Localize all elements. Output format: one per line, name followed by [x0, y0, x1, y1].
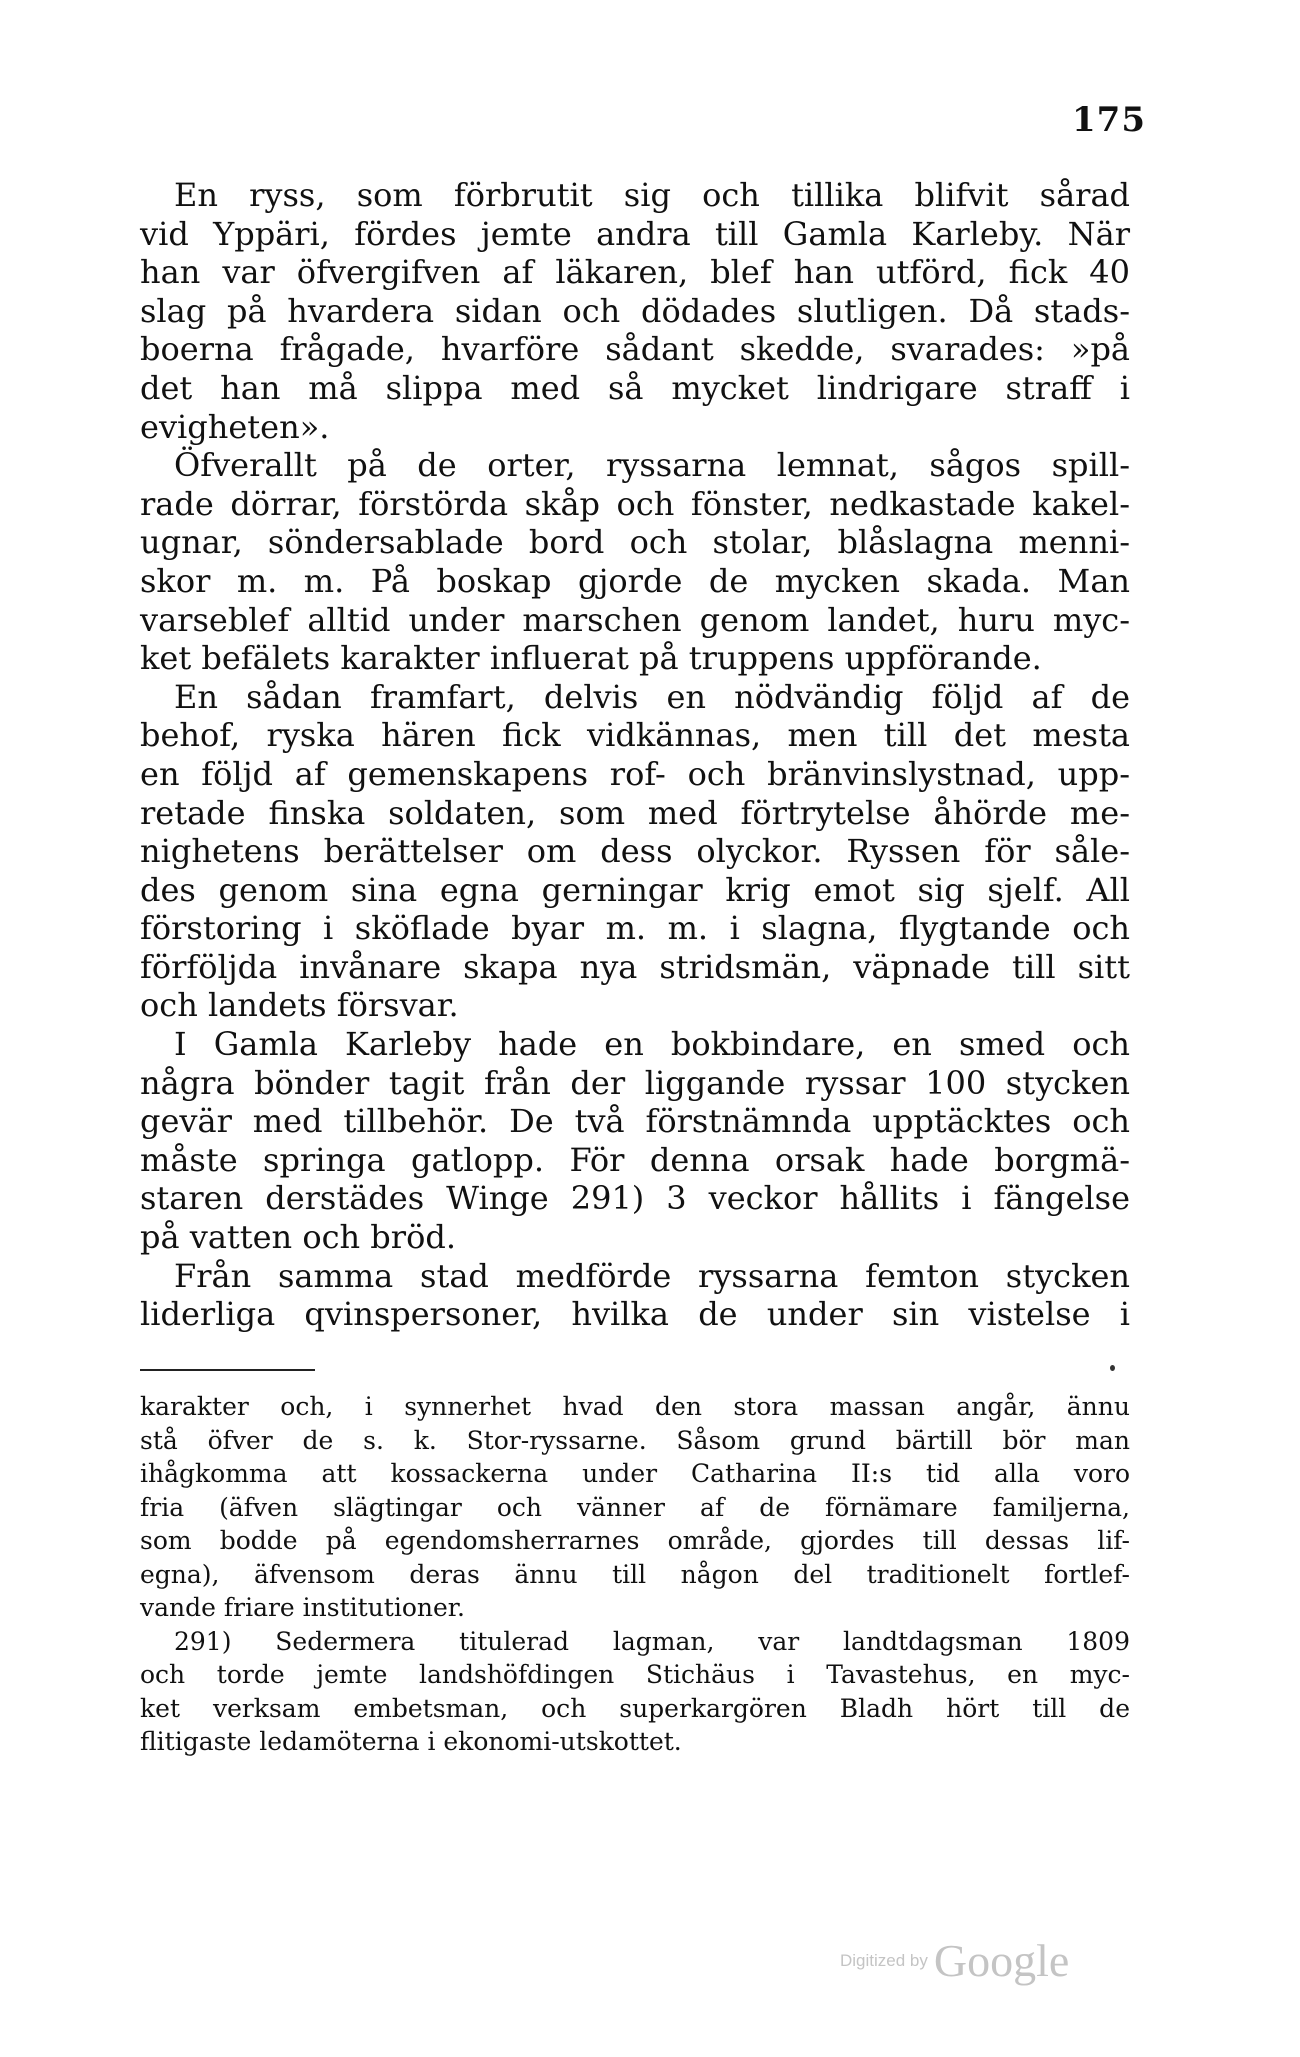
- text-line: och landets försvar.: [140, 986, 459, 1025]
- footnote-line: fria (äfven slägtingar och vänner af de förnämare familjerna,: [140, 1492, 1130, 1522]
- footnote-separator: [140, 1369, 315, 1371]
- text-line: förföljda invånare skapa nya stridsmän, väpnade till sitt: [140, 947, 1130, 986]
- footnote-291: 291) Sedermera titulerad lagman, var landtdagsman 1809: [174, 1626, 1130, 1656]
- text-line: En ryss, som förbrutit sig och tillika blifvit sårad: [174, 176, 1130, 214]
- footnote-line: stå öfver de s. k. Stor-ryssarne. Såsom grund bärtill bör man: [140, 1425, 1130, 1455]
- watermark-prefix: Digitized by: [840, 1950, 928, 1970]
- footnote-line: ihågkomma att kossackerna under Catharina II:s tid alla voro: [140, 1459, 1130, 1488]
- text-line: förstoring i sköflade byar m. m. i slagna, flygtande och: [140, 909, 1130, 948]
- footnote-line: som bodde på egendomsherrarnes område, gjordes till dessas lif-: [140, 1526, 1130, 1555]
- text-line: nighetens berättelser om dess olyckor. Ryssen för såle-: [140, 832, 1130, 871]
- text-line: evigheten».: [140, 407, 330, 446]
- page-number: 175: [1072, 100, 1146, 140]
- text-line: skor m. m. På boskap gjorde de mycken skada. Man: [140, 561, 1130, 600]
- footnote-line: flitigaste ledamöterna i ekonomi-utskottet.: [140, 1727, 682, 1756]
- footnote-line: ket verksam embetsman, och superkargören Bladh hört till de: [140, 1693, 1130, 1723]
- text-line: det han må slippa med så mycket lindrigare straff i: [140, 368, 1130, 407]
- text-line: behof, ryska hären fick vidkännas, men till det mesta: [140, 716, 1130, 755]
- text-line: staren derstädes Winge 291) 3 veckor hållits i fängelse: [140, 1179, 1130, 1218]
- text-line: I Gamla Karleby hade en bokbindare, en smed och: [174, 1025, 1130, 1064]
- ink-speck: [1110, 1365, 1115, 1371]
- text-line: retade finska soldaten, som med förtrytelse åhörde me-: [140, 793, 1130, 832]
- text-line: han var öfvergifven af läkaren, blef han utförd, fick 40: [140, 253, 1130, 292]
- text-line: slag på hvardera sidan och dödades slutligen. Då stads-: [140, 291, 1130, 330]
- text-line: Öfverallt på de orter, ryssarna lemnat, sågos spill-: [174, 446, 1130, 485]
- text-line: ugnar, söndersablade bord och stolar, blåslagna menni-: [140, 523, 1130, 562]
- footnote-line: karakter och, i synnerhet hvad den stora massan angår, ännu: [140, 1392, 1130, 1421]
- text-line: liderliga qvinspersoner, hvilka de under sin vistelse i: [140, 1295, 1130, 1334]
- google-logo: Google: [933, 1935, 1070, 1986]
- text-line: En sådan framfart, delvis en nödvändig följd af de: [174, 677, 1130, 716]
- text-line: des genom sina egna gerningar krig emot sig sjelf. All: [140, 870, 1130, 909]
- text-line: ket befälets karakter influerat på truppens uppförande.: [140, 639, 1042, 678]
- text-line: Från samma stad medförde ryssarna femton stycken: [174, 1256, 1130, 1295]
- footnote-line: vande friare institutioner.: [140, 1593, 465, 1622]
- text-line: gevär med tillbehör. De två förstnämnda upptäcktes och: [140, 1102, 1130, 1141]
- text-line: på vatten och bröd.: [140, 1218, 456, 1257]
- text-line: rade dörrar, förstörda skåp och fönster, nedkastade kakel-: [140, 484, 1130, 523]
- footnote-line: egna), äfvensom deras ännu till någon del traditionelt fortlef-: [140, 1559, 1130, 1589]
- text-line: boerna frågade, hvarföre sådant skedde, svarades: »på: [140, 330, 1130, 369]
- footnote-line: och torde jemte landshöfdingen Stichäus i Tavastehus, en myc-: [140, 1660, 1130, 1689]
- main-text: [140, 176, 1130, 1334]
- text-line: vid Yppäri, fördes jemte andra till Gamla Karleby. När: [140, 214, 1130, 253]
- text-line: varseblef alltid under marschen genom landet, huru myc-: [140, 600, 1130, 639]
- text-line: en följd af gemenskapens rof- och bränvinslystnad, upp-: [140, 754, 1130, 793]
- text-line: några bönder tagit från der liggande ryssar 100 stycken: [140, 1063, 1130, 1102]
- digitized-by-watermark: [840, 1934, 1069, 1987]
- text-line: måste springa gatlopp. För denna orsak hade borgmä-: [140, 1140, 1130, 1179]
- footnotes: [140, 1390, 1130, 1759]
